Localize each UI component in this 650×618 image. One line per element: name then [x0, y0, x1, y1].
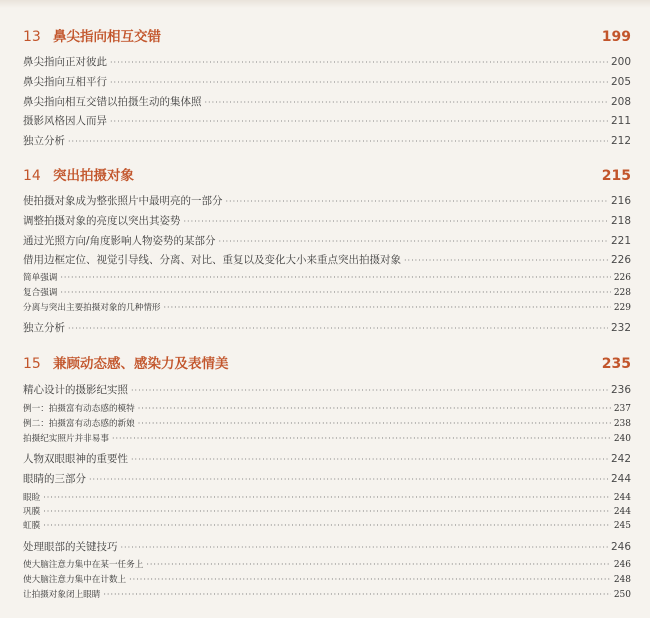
leader-dots	[43, 519, 611, 532]
entry-page: 208	[610, 96, 631, 108]
entry-page: 200	[610, 56, 631, 68]
entry-page: 212	[610, 135, 631, 147]
leader-dots	[146, 558, 610, 571]
entry-page: 236	[610, 384, 631, 396]
entry-page: 226	[610, 254, 631, 266]
subentry-page: 240	[613, 434, 631, 444]
entry-title: 独立分析	[23, 322, 65, 334]
leader-dots	[60, 286, 610, 299]
subentry-title: 分离与突出主要拍摄对象的几种情形	[23, 303, 161, 313]
subentry-title: 使大脑注意力集中在某一任务上	[23, 560, 144, 570]
leader-dots	[112, 432, 611, 445]
subentry-page: 245	[613, 521, 631, 531]
chapter-page: 235	[601, 356, 631, 372]
chapter-number: 14	[23, 168, 41, 184]
leader-dots	[129, 573, 611, 586]
subentry-title: 复合强调	[23, 288, 58, 298]
leader-dots	[131, 452, 608, 467]
leader-dots	[60, 271, 610, 284]
toc-subentry[interactable]	[23, 402, 631, 415]
leader-dots	[68, 321, 608, 336]
entry-title: 处理眼部的关键技巧	[23, 541, 118, 553]
entry-page: 211	[610, 115, 631, 127]
toc-entry[interactable]	[23, 54, 631, 70]
toc-entry[interactable]	[23, 471, 631, 487]
leader-dots	[110, 75, 608, 90]
chapter-page: 215	[601, 168, 631, 184]
chapter-title: 兼顾动态感、感染力及表情美	[53, 356, 229, 372]
leader-dots	[164, 301, 611, 314]
subentry-title: 虹膜	[23, 521, 41, 531]
toc-entry[interactable]	[23, 193, 631, 209]
subentry-page: 248	[613, 575, 631, 585]
top-edge	[0, 0, 650, 8]
chapter-heading	[23, 166, 631, 186]
toc-subentry[interactable]	[23, 432, 631, 445]
toc-entry[interactable]	[23, 451, 631, 467]
subentry-page: 228	[613, 288, 631, 298]
entry-page: 205	[610, 76, 631, 88]
leader-dots	[138, 417, 611, 430]
entry-title: 借用边框定位、视觉引导线、分离、对比、重复以及变化大小来重点突出拍摄对象	[23, 254, 401, 266]
entry-page: 216	[610, 195, 631, 207]
entry-title: 眼睛的三部分	[23, 473, 86, 485]
toc-entry[interactable]	[23, 252, 631, 268]
leader-dots	[110, 114, 608, 129]
chapter-page: 199	[601, 29, 631, 45]
toc-subentry[interactable]	[23, 573, 631, 586]
leader-dots	[103, 588, 610, 601]
entry-title: 使拍摄对象成为整张照片中最明亮的一部分	[23, 195, 223, 207]
toc-entry[interactable]	[23, 133, 631, 149]
leader-dots	[131, 383, 608, 398]
subentry-page: 237	[613, 404, 631, 414]
leader-dots	[89, 472, 608, 487]
subentry-page: 244	[613, 493, 631, 503]
chapter-heading	[23, 27, 631, 47]
toc-subentry[interactable]	[23, 271, 631, 284]
toc-entry[interactable]	[23, 233, 631, 249]
leader-dots	[68, 134, 608, 149]
toc-subentry[interactable]	[23, 558, 631, 571]
entry-title: 鼻尖指向相互交错以拍摄生动的集体照	[23, 96, 202, 108]
toc-subentry[interactable]	[23, 519, 631, 532]
leader-dots	[219, 234, 608, 249]
leader-dots	[110, 55, 608, 70]
subentry-page: 246	[613, 560, 631, 570]
subentry-page: 238	[613, 419, 631, 429]
subentry-page: 229	[613, 303, 631, 313]
leader-dots	[205, 95, 608, 110]
entry-title: 鼻尖指向互相平行	[23, 76, 107, 88]
toc-subentry[interactable]	[23, 301, 631, 314]
subentry-title: 拍摄纪实照片并非易事	[23, 434, 109, 444]
leader-dots	[404, 253, 608, 268]
subentry-page: 250	[613, 590, 631, 600]
leader-dots	[226, 194, 608, 209]
leader-dots	[43, 491, 611, 504]
entry-title: 通过光照方向/角度影响人物姿势的某部分	[23, 235, 216, 247]
toc-entry[interactable]	[23, 382, 631, 398]
entry-page: 221	[610, 235, 631, 247]
entry-title: 鼻尖指向正对彼此	[23, 56, 107, 68]
toc-subentry[interactable]	[23, 286, 631, 299]
toc-entry[interactable]	[23, 539, 631, 555]
subentry-title: 例二：拍摄富有动态感的新娘	[23, 419, 135, 429]
leader-dots	[121, 540, 608, 555]
toc-entry[interactable]	[23, 113, 631, 129]
chapter-title: 鼻尖指向相互交错	[53, 29, 161, 45]
toc-entry[interactable]	[23, 74, 631, 90]
toc-subentry[interactable]	[23, 505, 631, 518]
subentry-page: 244	[613, 507, 631, 517]
entry-page: 244	[610, 473, 631, 485]
subentry-title: 简单强调	[23, 273, 58, 283]
entry-title: 独立分析	[23, 135, 65, 147]
subentry-page: 226	[613, 273, 631, 283]
toc-subentry[interactable]	[23, 588, 631, 601]
entry-title: 摄影风格因人而异	[23, 115, 107, 127]
chapter-title: 突出拍摄对象	[53, 168, 134, 184]
toc-entry[interactable]	[23, 320, 631, 336]
leader-dots	[43, 505, 611, 518]
chapter-number: 13	[23, 29, 41, 45]
entry-page: 242	[610, 453, 631, 465]
toc-entry[interactable]	[23, 213, 631, 229]
entry-page: 218	[610, 215, 631, 227]
subentry-title: 眼睑	[23, 493, 41, 503]
entry-title: 人物双眼眼神的重要性	[23, 453, 128, 465]
entry-page: 232	[610, 322, 631, 334]
leader-dots	[138, 402, 611, 415]
leader-dots	[184, 214, 608, 229]
entry-page: 246	[610, 541, 631, 553]
chapter-number: 15	[23, 356, 41, 372]
toc-entry[interactable]	[23, 94, 631, 110]
entry-title: 调整拍摄对象的亮度以突出其姿势	[23, 215, 181, 227]
toc-subentry[interactable]	[23, 417, 631, 430]
subentry-title: 使大脑注意力集中在计数上	[23, 575, 127, 585]
subentry-title: 让拍摄对象闭上眼睛	[23, 590, 101, 600]
subentry-title: 例一：拍摄富有动态感的模特	[23, 404, 135, 414]
chapter-heading	[23, 354, 631, 374]
entry-title: 精心设计的摄影纪实照	[23, 384, 128, 396]
subentry-title: 巩膜	[23, 507, 41, 517]
toc-subentry[interactable]	[23, 491, 631, 504]
